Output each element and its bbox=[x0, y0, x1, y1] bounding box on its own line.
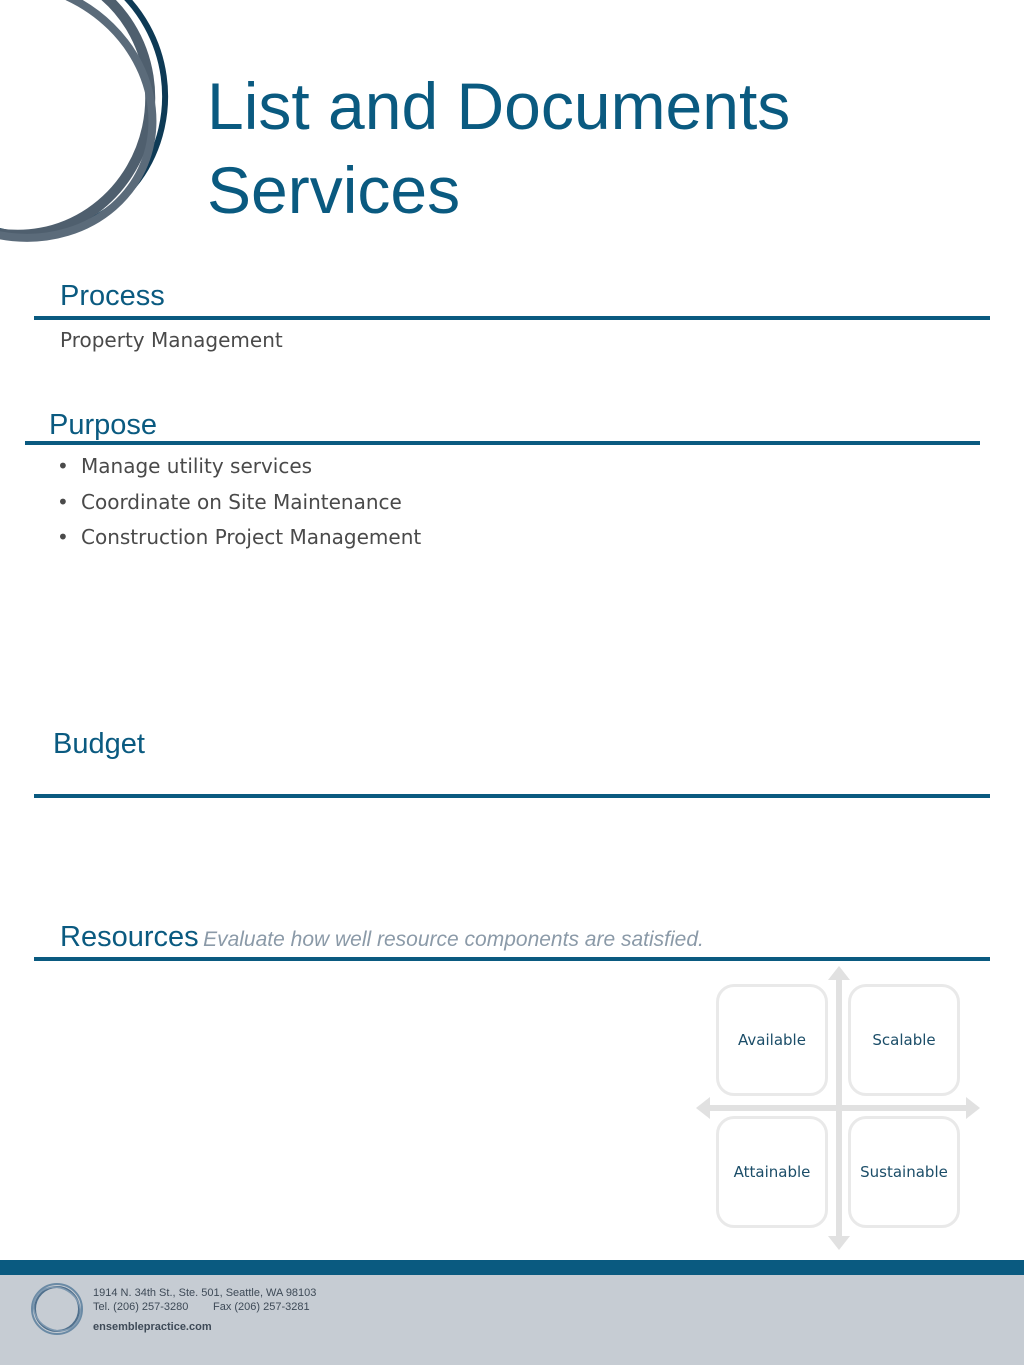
list-item: • Manage utility services bbox=[57, 451, 421, 487]
quadrant-scalable: Scalable bbox=[848, 984, 960, 1096]
process-text: Property Management bbox=[60, 328, 283, 352]
process-divider bbox=[34, 316, 990, 320]
footer-fax: Fax (206) 257-3281 bbox=[213, 1301, 310, 1313]
resources-subtitle: Evaluate how well resource components are satisfied. bbox=[203, 928, 704, 951]
list-item: • Construction Project Management bbox=[57, 522, 421, 558]
title-line-2: Services bbox=[207, 153, 461, 227]
footer-logo-icon bbox=[28, 1280, 86, 1338]
purpose-list bbox=[57, 451, 421, 558]
quadrant-attainable: Attainable bbox=[716, 1116, 828, 1228]
process-heading: Process bbox=[60, 280, 165, 312]
footer bbox=[0, 1275, 1024, 1365]
resources-divider bbox=[34, 957, 990, 961]
resources-heading-row bbox=[60, 920, 704, 954]
footer-website-link[interactable]: ensemblepractice.com bbox=[93, 1321, 212, 1333]
budget-heading: Budget bbox=[53, 728, 145, 760]
quadrant-available: Available bbox=[716, 984, 828, 1096]
list-item: • Coordinate on Site Maintenance bbox=[57, 487, 421, 523]
resources-heading: Resources bbox=[60, 921, 199, 953]
footer-accent-bar bbox=[0, 1260, 1024, 1275]
page-title bbox=[207, 64, 790, 232]
title-line-1: List and Documents bbox=[207, 69, 791, 143]
logo-rings-graphic bbox=[0, 0, 200, 260]
budget-divider bbox=[34, 794, 990, 798]
footer-tel: Tel. (206) 257-3280 bbox=[93, 1301, 189, 1313]
purpose-heading: Purpose bbox=[49, 409, 158, 441]
purpose-divider bbox=[25, 441, 980, 445]
footer-address: 1914 N. 34th St., Ste. 501, Seattle, WA 98103 bbox=[93, 1287, 317, 1299]
quadrant-sustainable: Sustainable bbox=[848, 1116, 960, 1228]
